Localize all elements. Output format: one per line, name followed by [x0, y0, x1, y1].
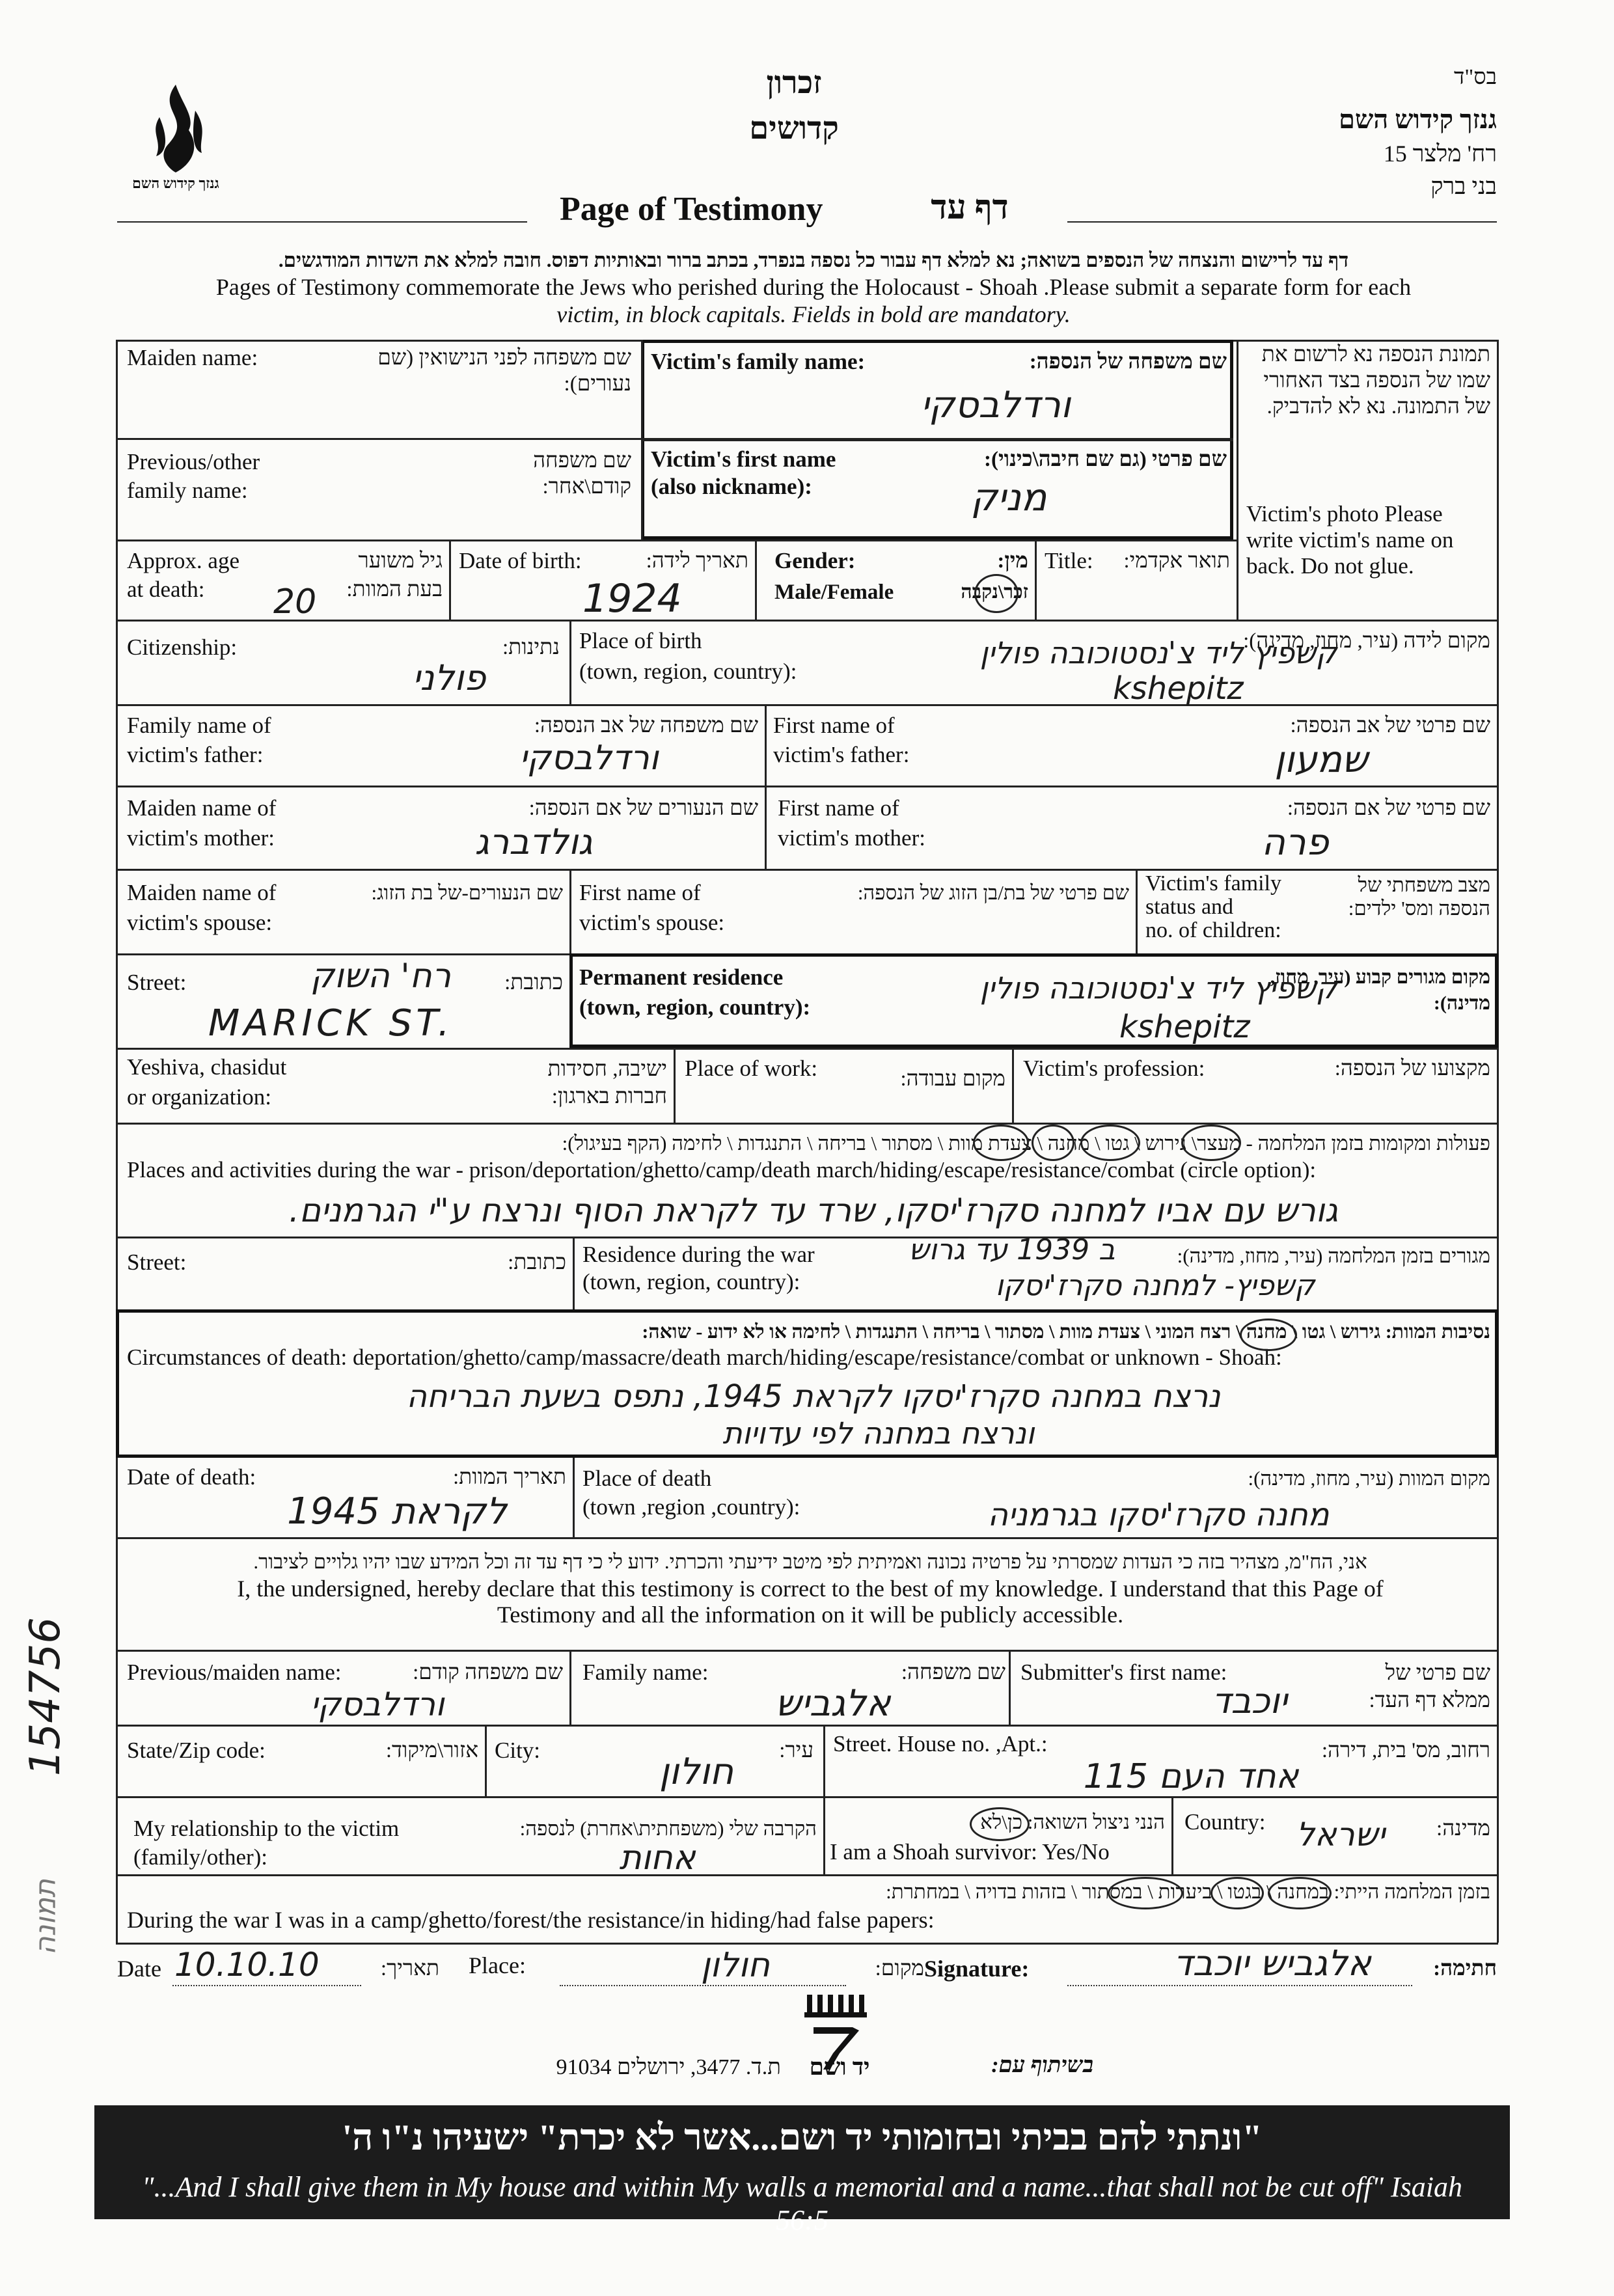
- intro-en-1: Pages of Testimony commemorate the Jews who perished during the Holocaust - Shoah .Please submit a separate form for each: [215, 274, 1412, 300]
- war-residence-value-2[interactable]: קשפיץ- למחנה סקרז'יסקו: [995, 1269, 1315, 1302]
- mother-maiden-label-he: שם הנעורים של אם הנספה:: [528, 797, 758, 820]
- sub-street-value[interactable]: אחד העם 115: [1083, 1757, 1299, 1796]
- citizenship-label-en: Citizenship:: [127, 635, 238, 660]
- signature-value[interactable]: אלגביש יוכבד: [1173, 1943, 1371, 1984]
- zip-label-en: State/Zip code:: [127, 1738, 266, 1763]
- war-places-label-he: בזמן המלחמה הייתי: במחנה \ בגטו \ ביערות \ במסתור \ בזהות בדויה \ במחתרת:: [886, 1880, 1490, 1903]
- declaration-en-1: I, the undersigned, hereby declare that this testimony is correct to the best of my knowledge. I understand that this Page of: [237, 1576, 1384, 1602]
- title-label-he: תואר אקדמי:: [1123, 549, 1230, 573]
- profession-label-en: Victim's profession:: [1023, 1056, 1205, 1081]
- family-name-value[interactable]: ורדלבסקי: [920, 384, 1071, 426]
- logo-text: גנזך קידוש השם: [132, 175, 219, 191]
- relationship-label-he: הקרבה שלי (משפחתית\אחרת) לנספה:: [519, 1817, 817, 1840]
- v-r17b: [1171, 1796, 1173, 1874]
- family-status-label-en-2: status and: [1145, 895, 1234, 919]
- intro-he: דף עד לרישום והנצחה של הנספים בשואה; נא למלא דף עבור כל נספה בנפרד, בכתב ברור ובאותיות דפוס. חובה למלא את השדות המודגשים.: [278, 249, 1349, 271]
- age-label-en-1: Approx. age: [127, 548, 240, 573]
- gender-circle: [974, 574, 1019, 613]
- circumstances-label-en: [127, 1345, 1490, 1371]
- spouse-maiden-label-en-1: Maiden name of: [127, 880, 277, 905]
- v-r3b: [755, 540, 757, 620]
- zip-label-he: אזור\מיקוד:: [385, 1739, 478, 1762]
- birthplace-value-latin[interactable]: kshepitz: [1113, 670, 1244, 707]
- flame-logo: [130, 78, 221, 208]
- sub-street-label-en: Street. House no. ,Apt.:: [833, 1731, 1048, 1756]
- photo-instructions-en: Victim's photo Please write victim's name on back. Do not glue.: [1246, 501, 1454, 579]
- survivor-circle: [970, 1807, 1030, 1841]
- title-rule-left: [117, 221, 527, 223]
- dob-label-he: תאריך לידה:: [646, 549, 748, 573]
- death-place-label-en-1: Place of death: [582, 1466, 712, 1491]
- birthplace-label-en-1: Place of birth: [579, 628, 702, 653]
- spouse-maiden-label-en-2: victim's spouse:: [127, 910, 273, 935]
- father-first-value[interactable]: שמעון: [1274, 739, 1368, 781]
- activities-value[interactable]: גורש עם אביו למחנה סקרז'יסקו, שרד עד לקראת הסוף ונרצח ע"י הגרמנים.: [289, 1192, 1338, 1229]
- war-residence-label-en-1: Residence during the war: [582, 1242, 815, 1267]
- table-right: [1497, 340, 1499, 1943]
- activities-label-en: Places and activities during the war - prison/deportation/ghetto/camp/death march/hiding/escape/resistance/combat (circle option):: [127, 1157, 1317, 1182]
- war-places-label-en: During the war I was in a camp/ghetto/forest/the resistance/in hiding/had false papers:: [127, 1907, 935, 1933]
- country-label-he: מדינה:: [1436, 1817, 1490, 1840]
- yeshiva-label-en-2: or organization:: [127, 1084, 271, 1110]
- relationship-value[interactable]: אחות: [619, 1838, 696, 1878]
- v-r11: [573, 1237, 575, 1309]
- death-date-value[interactable]: לקראת 1945: [287, 1490, 507, 1533]
- first-name-label-en-2: (also nickname):: [651, 474, 812, 499]
- yeshiva-label-he: ישיבה, חסידות חברות בארגון:: [547, 1058, 667, 1108]
- spouse-first-label-he: שם פרטי של בת/בן הזוג של הנספה:: [857, 881, 1129, 904]
- date-label-en: Date: [117, 1956, 161, 1982]
- gender-label-en-1: Gender:: [774, 548, 856, 573]
- circumstances-label-en-text: Circumstances of death: deportation/ghetto/camp/massacre/death march/hiding/escape/resistance/combat or unknown - Shoah:: [127, 1345, 1282, 1370]
- yeshiva-label-en-1: Yeshiva, chasidut: [127, 1054, 287, 1080]
- perm-residence-label-he: מקום מגורים קבוע (עיר, מחוז, מדינה):: [1270, 966, 1490, 1014]
- title-label-en: Title:: [1045, 548, 1093, 573]
- family-name-label-he: שם משפחה של הנספה:: [1029, 350, 1227, 374]
- sub-family-label-en: Family name:: [582, 1660, 709, 1685]
- mother-first-label-en-1: First name of: [778, 795, 899, 821]
- birthplace-value-he[interactable]: קשפיץ ליד צ'נסטוכובה פולין: [979, 635, 1337, 670]
- maiden-name-label-he: שם משפחה לפני הנישואין (שם נעורים):: [377, 346, 631, 396]
- perm-residence-value-latin[interactable]: kshepitz: [1119, 1009, 1250, 1045]
- place-label-en: Place:: [469, 1952, 526, 1978]
- citizenship-label-he: נתינות:: [502, 636, 560, 659]
- partner-label: בשיתוף עם:: [991, 2053, 1093, 2077]
- father-family-label-en-2: victim's father:: [127, 742, 264, 767]
- mother-maiden-value[interactable]: גולדברג: [474, 821, 593, 862]
- maiden-name-label-en: Maiden name:: [127, 345, 258, 370]
- street-value-latin[interactable]: MARICK ST.: [208, 1002, 454, 1045]
- gender-options-he[interactable]: זכר\נקבה: [961, 581, 1028, 603]
- v-r9b: [1012, 1048, 1014, 1123]
- spouse-first-label-en-1: First name of: [579, 880, 701, 905]
- circle-prison: [1181, 1125, 1241, 1161]
- table-left: [116, 340, 118, 1943]
- sub-first-label-he: שם פרטי של ממלא דף העד:: [1369, 1661, 1490, 1712]
- name-frame-mid: [641, 438, 1233, 441]
- sub-maiden-label-en: Previous/maiden name:: [127, 1660, 342, 1685]
- photo-instructions-he: תמונת הנספה נא לרשום את שמו של הנספה בצד האחורי של התמונה. נא לא להדביק.: [1261, 343, 1490, 418]
- first-name-label-en-1: Victim's first name: [651, 446, 836, 472]
- death-place-label-he: מקום המוות (עיר, מחוז, מדינה):: [1248, 1467, 1490, 1490]
- city-value[interactable]: חולון: [659, 1751, 734, 1793]
- family-status-label-en-1: Victim's family: [1145, 871, 1281, 895]
- org-line-2: רח' מלצר 15: [1383, 141, 1497, 167]
- street-value-he[interactable]: רח' השוק: [310, 957, 452, 996]
- first-name-value[interactable]: מניק: [970, 475, 1047, 519]
- spouse-maiden-label-he: שם הנעורים-של בת הזוג:: [371, 881, 563, 904]
- title-rule-right: [1067, 221, 1497, 223]
- citizenship-value[interactable]: פולני: [412, 657, 486, 698]
- sub-maiden-label-he: שם משפחה קודם:: [413, 1661, 563, 1684]
- city-label-en: City:: [495, 1738, 541, 1763]
- circumstances-value-1[interactable]: נרצח במחנה סקרז'יסקו לקראת 1945, נתפס בשעת הבריחה: [406, 1378, 1221, 1415]
- circle-ghetto: [1032, 1125, 1074, 1161]
- activities-label-he: פעולות ומקומות בזמן המלחמה - מעצר\ גירוש \ גטו \ מחנה \ צעדת מוות \ מסתור \ בריחה \ התנגדות \ לחימה (הקף בעיגול):: [562, 1132, 1490, 1155]
- v-r16a: [485, 1725, 487, 1796]
- father-first-label-en-2: victim's father:: [773, 742, 910, 767]
- declaration-en-2: Testimony and all the information on it will be publicly accessible.: [497, 1602, 1124, 1628]
- declaration-he: אני, הח"מ, מצהיר בזה כי העדות שמסרתי על פרטיה נכונה ואמיתית לפי מיטב ידיעתי והכרתי. ידוע לי כי דף עד זה וכל המידע שבו יהיו גלויים לציבור.: [253, 1550, 1367, 1573]
- prev-family-label-en-2: family name:: [127, 478, 248, 503]
- v-r3c: [1035, 540, 1037, 620]
- death-date-label-he: תאריך המוות:: [453, 1466, 566, 1489]
- place-label-he: מקום:: [875, 1957, 924, 1980]
- row-line-17: [116, 1874, 1498, 1876]
- circle-war-forest: [1108, 1877, 1183, 1909]
- father-first-label-en-1: First name of: [773, 713, 895, 738]
- perm-residence-value-he[interactable]: קשפיץ ליד צ'נסטוכובה פולין: [979, 970, 1337, 1005]
- v-r15b: [1009, 1650, 1011, 1725]
- org-line-1: גנזך קידוש השם: [1339, 105, 1497, 134]
- father-family-value[interactable]: ורדלבסקי: [519, 739, 659, 778]
- country-value[interactable]: ישראל: [1296, 1816, 1386, 1853]
- war-residence-label-he: מגורים בזמן המלחמה (עיר, מחוז, מדינה):: [1177, 1244, 1490, 1267]
- circle-deportation: [1080, 1125, 1140, 1161]
- first-name-label-he: שם פרטי (גם שם חיבה\כינוי):: [984, 448, 1227, 471]
- v-r17a: [823, 1796, 825, 1874]
- sub-street-label-he: רחוב, מס' בית, דירה:: [1321, 1739, 1490, 1762]
- intro-en-2: victim, in block capitals. Fields in bold are mandatory.: [556, 301, 1071, 327]
- relationship-label-en-2: (family/other):: [133, 1844, 268, 1870]
- sub-family-value[interactable]: אלגביש: [775, 1682, 891, 1725]
- street-label-en: Street:: [127, 970, 187, 995]
- v-r13: [573, 1458, 575, 1537]
- birthplace-label-en-2: (town, region, country):: [579, 659, 797, 684]
- circumstances-label-he: נסיבות המוות: גירוש \ גטו \ מחנה \ רצח המוני \ צעדת מוות \ מסתור \ בריחה \ התנגדות \ לחימה או לא ידוע - שואה:: [642, 1321, 1490, 1343]
- row-line-2: [116, 540, 1237, 541]
- war-residence-value-1[interactable]: ב 1939 עד גרוש: [909, 1233, 1115, 1266]
- prev-family-label-he: שם משפחה קודם\אחר:: [533, 449, 631, 499]
- spouse-first-label-en-2: victim's spouse:: [579, 910, 725, 935]
- row-line-4: [116, 704, 1498, 706]
- row-line-9: [116, 1123, 1498, 1125]
- row-line-16: [116, 1796, 1498, 1798]
- family-status-label-en: [1145, 872, 1328, 942]
- age-label-en-2: at death:: [127, 577, 205, 602]
- death-place-label-en-2: (town ,region ,country):: [582, 1494, 800, 1520]
- work-label-he: מקום עבודה:: [900, 1067, 1005, 1091]
- age-label-he-1: גיל משוער: [358, 549, 443, 573]
- mother-first-label-en-2: victim's mother:: [778, 825, 925, 851]
- date-label-he: תאריך:: [380, 1957, 439, 1980]
- circle-war-ghetto: [1210, 1877, 1264, 1909]
- prev-family-label-en-1: Previous/other: [127, 449, 260, 474]
- gender-label-he: מין:: [997, 549, 1028, 573]
- sub-maiden-value[interactable]: ורדלבסקי: [310, 1686, 445, 1723]
- quote-en: "...And I shall give them in My house and within My walls a memorial and a name...that shall not be cut off" Isaiah 56:5: [142, 2171, 1462, 2236]
- v-r1: [641, 340, 643, 540]
- row-line-5: [116, 786, 1498, 787]
- row-line-14: [116, 1650, 1498, 1652]
- circle-camp-death: [1240, 1319, 1297, 1351]
- row-line-1: [116, 438, 641, 440]
- v-r9a: [674, 1048, 676, 1123]
- v-r5: [765, 704, 767, 869]
- family-status-label-he: מצב משפחתי של הנספה ומס' ילדים:: [1348, 873, 1490, 920]
- place-value[interactable]: חולון: [700, 1946, 771, 1985]
- date-value[interactable]: 10.10.10: [174, 1946, 320, 1984]
- country-label-en: Country:: [1184, 1809, 1266, 1835]
- birthplace-label-he: מקום לידה (עיר, מחוז, מדינה):: [1243, 629, 1490, 653]
- footer-address: ת.ד. 3477, ירושלים 91034: [556, 2055, 781, 2079]
- mother-maiden-label-en-1: Maiden name of: [127, 795, 277, 821]
- date-underline: [172, 1985, 361, 1986]
- father-family-label-he: שם משפחה של אב הנספה:: [534, 714, 758, 737]
- row-line-8: [116, 1048, 1498, 1050]
- yad-vashem-text: יד ושם: [809, 2054, 870, 2080]
- bsd-mark: בס"ד: [1454, 65, 1497, 89]
- v-r15a: [569, 1650, 571, 1725]
- dob-value[interactable]: 1924: [582, 576, 682, 622]
- org-line-3: בני ברק: [1430, 173, 1497, 199]
- signature-label-he: חתימה:: [1433, 1957, 1497, 1980]
- margin-stamp-text: תמונה: [29, 1878, 62, 1956]
- circumstances-value-2[interactable]: ונרצח במחנה לפי עדויות: [722, 1415, 1035, 1451]
- gender-label-en-2: Male/Female: [774, 581, 894, 604]
- sub-first-label-en: Submitter's first name:: [1020, 1660, 1227, 1685]
- row-line-6: [116, 869, 1498, 871]
- profession-label-he: מקצועו של הנספה:: [1334, 1057, 1490, 1080]
- title-he-1: זכרון: [766, 66, 822, 100]
- circle-war-camp: [1268, 1877, 1332, 1909]
- dob-label-en: Date of birth:: [459, 548, 582, 573]
- quote-he: "ונתתי להם בביתי ובחומותי יד ושם...אשר לא יכרת" ישעיהו נ"ו ה': [342, 2118, 1263, 2158]
- war-residence-label-en-2: (town, region, country):: [582, 1269, 800, 1294]
- war-street-label-en: Street:: [127, 1250, 187, 1275]
- war-street-label-he: כתובת:: [508, 1251, 566, 1274]
- mother-first-value[interactable]: פרה: [1261, 821, 1329, 864]
- mother-maiden-label-en-2: victim's mother:: [127, 825, 275, 851]
- father-first-label-he: שם פרטי של אב הנספה:: [1290, 714, 1490, 737]
- v-r7a: [569, 869, 571, 953]
- margin-stamp-number: 154756: [21, 1617, 70, 1777]
- row-line-10: [116, 1237, 1498, 1238]
- death-date-label-en: Date of death:: [127, 1464, 256, 1490]
- father-family-label-en-1: Family name of: [127, 713, 271, 738]
- v-r7b: [1136, 869, 1138, 953]
- circle-camp: [973, 1125, 1029, 1161]
- place-underline: [560, 1985, 846, 1986]
- sub-family-label-he: שם משפחה:: [901, 1661, 1005, 1684]
- city-label-he: עיר:: [779, 1739, 814, 1762]
- survivor-label-he: הנני ניצול השואה: כן\לא: [980, 1811, 1165, 1833]
- row-line-13: [116, 1537, 1498, 1539]
- sub-first-value[interactable]: יוכבד: [1211, 1680, 1288, 1721]
- signature-label-en: Signature:: [924, 1956, 1030, 1982]
- page-title-he: דף עד: [931, 189, 1009, 226]
- work-label-en: Place of work:: [685, 1056, 818, 1081]
- mother-first-label-he: שם פרטי של אם הנספה:: [1287, 797, 1490, 820]
- page-title-en: Page of Testimony: [560, 191, 823, 228]
- street-label-he: כתובת:: [504, 971, 563, 994]
- signature-underline: [1067, 1985, 1412, 1986]
- age-label-he-2: בעת המוות:: [346, 578, 443, 601]
- perm-residence-label-en-2: (town, region, country):: [579, 994, 811, 1020]
- quote-banner: [94, 2105, 1510, 2236]
- photo-left: [1237, 340, 1238, 620]
- death-place-value[interactable]: מחנה סקרז'יסקו בגרמניה: [987, 1497, 1330, 1533]
- v-r3a: [449, 540, 451, 620]
- v-r4: [569, 620, 571, 704]
- family-status-label-en-3: no. of children:: [1145, 918, 1281, 942]
- perm-residence-label-en-1: Permanent residence: [579, 964, 784, 990]
- title-he-2: קדושים: [749, 111, 839, 146]
- family-name-label-en: Victim's family name:: [651, 349, 866, 374]
- age-value[interactable]: 20: [273, 582, 317, 622]
- v-r16b: [823, 1725, 825, 1796]
- row-line-15: [116, 1725, 1498, 1727]
- survivor-label-en[interactable]: I am a Shoah survivor: Yes/No: [830, 1839, 1110, 1865]
- relationship-label-en-1: My relationship to the victim: [133, 1816, 400, 1841]
